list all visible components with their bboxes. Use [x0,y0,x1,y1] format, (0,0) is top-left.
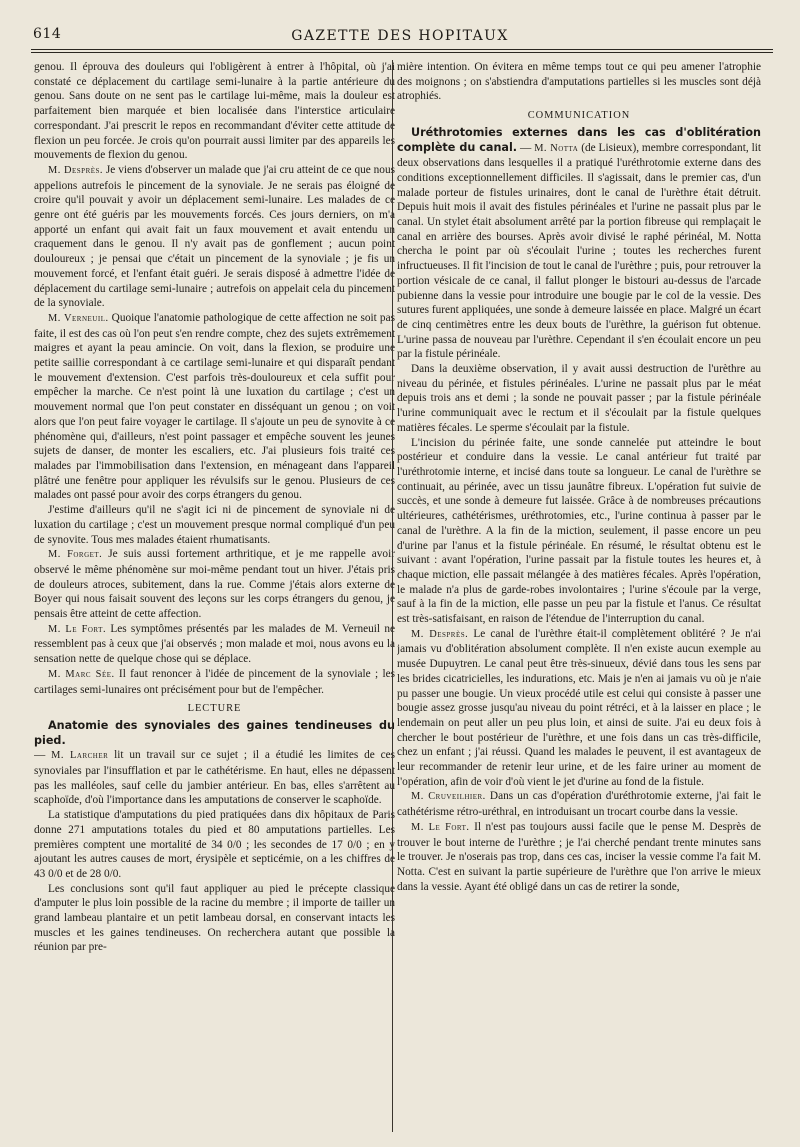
right-column [397,60,761,1135]
article-title: Anatomie des synoviales des gaines tendineuses du pied. [34,718,395,747]
column-divider [392,60,393,1132]
speaker-name: M. Desprès. [48,164,104,176]
paragraph-text: J'estime d'ailleurs qu'il ne s'agit ici ni de pincement de synoviale ni de luxation du cartilage ; c'est un mouvement presque normal compliqué d'un peu de synovite. Tous mes malades étaient rhumatisants. [34,504,395,546]
paragraph [34,503,395,547]
paragraph-text: La statistique d'amputations du pied pratiquées dans dix hôpitaux de Paris donne 271 amputations totales du pied et 80 amputations partielles. Les premières comptent une mortalité de 34 0/0 ; les secondes de 17 0/0 ; en y ajoutant les autres causes de mort, érysipèle et septicémie, on a les chiffres de 43 0/0 et de 28 0/0. [34,809,395,880]
paragraph-text: Je suis aussi fortement arthritique, et je me rappelle avoir observé le même phénomène sur moi-même pendant tout un hiver. J'étais pris de douleurs atroces, subitement, dans la rue. Comme j'étais alors externe de Boyer qui nous faisait souvent des leçons sur les corps étrangers du genou, je pensais être atteint de cette affection. [34,548,395,621]
paragraph-text: mière intention. On évitera en même temps tout ce qui peu amener l'atrophie des moignons ; on s'abstiendra d'amputations partielles si les muscles sont déjà atrophiés. [397,61,761,103]
paragraph [34,808,395,882]
paragraph [397,362,761,436]
paragraph-text: Dans un cas d'opération d'uréthrotomie externe, j'ai fait le cathétérisme rétro-uréthral, en introduisant un trocart courbe dans la vessie. [397,790,761,819]
paragraph-text: Il faut renoncer à l'idée de pincement de la synoviale ; les cartilages semi-lunaires ont précisément pour but de l'empêcher. [34,667,395,696]
speaker-name: M. Notta [534,142,579,154]
paragraph [34,719,395,748]
paragraph-text: Dans la deuxième observation, il y avait aussi destruction de l'urèthre au niveau du périnée, et fistules périnéales. L'urine ne passait plus par le méat depuis trois ans et demi ; la sonde ne pouvait passer ; par la fistule périnéale l'urine communiquait avec le rectum et il s'écoulait par la fistule quelques matières fécales. Le sperme s'écoulait par la fistule. [397,363,761,434]
paragraph [397,789,761,819]
left-column [34,60,395,1135]
paragraph [397,436,761,627]
speaker-name: M. Verneuil. [48,312,109,324]
speaker-name: M. Forget. [48,549,103,561]
paragraph [34,748,395,808]
speaker-name: M. Le Fort. [48,623,107,635]
paragraph [34,882,395,956]
speaker-name: M. Desprès. [411,628,469,640]
paragraph-text: Je viens d'observer un malade que j'ai cru atteint de ce que nous appelions autrefois le pincement de la synoviale. Je ne serais pas éloigné de croire qu'il pouvait y avoir un déplacement semi-lunaire. Les malades de ce genre ont été guéris par les mouvements forcés. Ces jours derniers, on m'a apporté un enfant qui avait fait un faux mouvement et avait entendu un craquement dans le genou. Il n'y avait pas de gonflement ; aucun point douloureux ; je pensai que c'était un pincement de la synoviale ; je fis un mouvement forcé, et l'enfant était guéri. Je serais disposé à admettre l'idée de déplacement du cartilage semi-lunaire ; autrefois on appelait cela du pincement de la synoviale. [34,163,395,310]
paragraph [34,60,395,163]
paragraph-text: L'incision du périnée faite, une sonde cannelée put atteindre le bout postérieur et conduire dans la vessie. Le canal antérieur fut traité par l'uréthrotomie interne, et incisé dans toute sa longueur. Le canal de l'urèthre se continuait, au périnée, avec un tissu jaunâtre fibreux. L'opération fut suivie de succès, et une sonde à demeure fut laissée. Grâce à de nombreuses précautions ultérieures, cathétérismes, uréthrotomies, etc., l'urine continua à passer par le canal de l'urèthre. A la fin de la miction, seulement, il passe encore un peu d'urine par l'anus et la fistule périnéale. En résumé, le résultat obtenu est le suivant : avant l'opération, l'urine passait par la fistule toutes les heures et, à chaque miction, elle passait mélangée à des matières fécales. Après l'opération, le malade n'a plus de garde-robes involontaires ; l'urine s'écoule par la verge, sauf à la fin de la miction, elle passe un peu par la fistule et l'anus. Ce résultat est très-satisfaisant, en raison de l'étendue de l'interruption du canal. [397,436,761,626]
header-rule [31,49,773,53]
paragraph [397,60,761,104]
paragraph [397,820,761,895]
paragraph-text: Les conclusions sont qu'il faut appliquer au pied le précepte classique d'amputer le plus loin possible de la racine du membre ; il importe de tailler un grand lambeau plantaire et un petit lambeau dorsal, en conservant intacts les muscles et les gaines tendineuses. On recherchera autant que possible la réunion par pre- [34,882,395,954]
running-title: GAZETTE DES HOPITAUX [291,28,509,44]
paragraph [397,627,761,790]
speaker-name: M. Marc Sée. [48,668,115,680]
paragraph-text: Le canal de l'urèthre était-il complètement oblitéré ? Je n'ai jamais vu d'oblitération absolument complète. Il n'en existe aucun exemple au musée Dupuytren. Le canal peut être très-sinueux, dévié dans tous les sens par les brides cicatricielles, les indurations, etc. Mais je n'en ai jamais vu où je n'aie pu passer une bougie. Un vieux procédé utile est celui qui consiste à passer une bougie assez grosse jusqu'au niveau du point rétréci, et à la laisser en place ; le lendemain on peut aller un peu plus loin, et ainsi de suite. J'ai eu deux fois à chercher le bout postérieur de l'urèthre, et une fois dans un cas très-difficile, chez un enfant ; j'ai réussi. Quand les malades le peuvent, il est avantageux de leur recommander de retenir leur urine, et de les faire uriner au moment de l'opération, afin de voir d'où vient le jet d'urine au fond de la fistule. [397,627,761,788]
paragraph-text: genou. Il éprouva des douleurs qui l'obligèrent à entrer à l'hôpital, où j'ai constaté ce déplacement du cartilage semi-lunaire à la partie antérieure du genou. Sans doute on ne sent pas le cartilage lui-même, mais la douleur est parfaitement bien marquée et bien localisée dans l'interstice articulaire correspondant. J'ai prescrit le repos en recommandant d'éviter cette attitude de flexion un peu forcée. Je crois qu'on pourrait aussi limiter par des appareils les mouvements de flexion du genou. [34,61,395,162]
section-heading: LECTURE [187,703,242,715]
paragraph [397,126,761,362]
section-heading: COMMUNICATION [527,110,631,122]
paragraph [34,667,395,697]
paragraph-text: Les symptômes présentés par les malades de M. Verneuil ne ressemblent pas à ceux que j'ai observés ; mon malade et moi, nous avons eu la sensation nette de quelque chose qui se déplace. [34,622,395,666]
paragraph [34,547,395,622]
page-number: 614 [33,26,62,42]
paragraph-text: Quoique l'anatomie pathologique de cette affection ne soit pas faite, il est des cas où l'on peut s'en rendre compte, chez des sujets extrêmement maigres et ayant la peau amincie. On voit, dans la flexion, se produire une petite saillie correspondant à ce cartilage semi-lunaire et qui disparaît pendant le mouvement d'extension. C'est parfois très-douloureux et cela suffit pour empêcher la marche. Ce n'est point là une luxation du cartilage ; c'est un mouvement normal que l'on peut constater en disséquant un genou ; on voit alors que l'on peut faire voyager le cartilage. Il s'ajoute un peu de synovite à ce phénomène qui, d'ailleurs, n'est point passager et empêche souvent les jeunes sujets de danser, de monter les escaliers, etc. J'ai plusieurs fois traité ces malades par l'immobilisation dans l'extension, en ménageant dans l'appareil plâtré une fenêtre pour appliquer les révulsifs sur le genou. Plusieurs de ces malades ont passé pour avoir des corps étrangers du genou. [34,311,395,502]
paragraph-text: (de Lisieux), membre correspondant, lit deux observations dans lesquelles il a pratiqué l'uréthrotomie externe dans des conditions exceptionnellement difficiles. Il s'agissait, dans le premier cas, d'un malade porteur de fistules urinaires, dont le canal de l'urèthre était détruit. Depuis huit mois il avait des fistules périnéales et l'urine ne passait plus par le canal. Un stylet était absolument arrêté par la portion fibreuse qui remplaçait le canal en arrière des bourses. Après avoir divisé le raphé périnéal, M. Notta chercha le point par où s'écoulait l'urine ; toutes les recherches furent infructueuses. Il fit l'incision de tout le canal de l'urèthre ; puis, pour retrouver la portion vésicale de ce canal, il fallut plonger le bistouri au-dessus de l'arcade pubienne dans la vessie pour introduire une bougie par le col de la vessie. Des sutures furent appliquées, une sonde à demeure laissée en place. Malgré un écart de cinq centimètres entre les deux bouts de l'urèthre, la guérison fut obtenue. L'urine passa de nouveau par l'urèthre. Cependant il s'en écoulait encore un peu par la fistule périnéale. [397,141,761,361]
paragraph [34,622,395,667]
paragraph-text: lit un travail sur ce sujet ; il a étudié les limites de ces synoviales par l'insufflation et par le cathétérisme. En haut, elles ne dépassent pas les malléoles, sauf celle du jambier antérieur. En bas, elles s'arrêtent au scaphoïde, d'où l'importance dans les amputations de conserver le scaphoïde. [34,749,395,807]
paragraph [34,163,395,311]
dash: — [517,141,535,154]
paragraph [34,311,395,503]
article-title: Uréthrotomies externes dans les cas d'oblitération complète du canal. [397,125,761,154]
paragraph-text: Il n'est pas toujours aussi facile que le pense M. Desprès de trouver le bout interne de l'urèthre ; je l'ai cherché pendant trente minutes sans le trouver. Je n'oserais pas trop, dans ces cas, inciser la vessie comme l'a fait M. Notta. C'est en suivant la partie supérieure de l'urèthre que l'on arrive le mieux dans la vessie. Ayant été obligé dans un cas de retirer la sonde, [397,820,761,893]
speaker-name: M. Larcher [51,750,109,762]
speaker-name: M. Cruveilhier. [411,791,486,803]
dash: — [34,749,52,762]
speaker-name: M. Le Fort. [411,821,470,833]
